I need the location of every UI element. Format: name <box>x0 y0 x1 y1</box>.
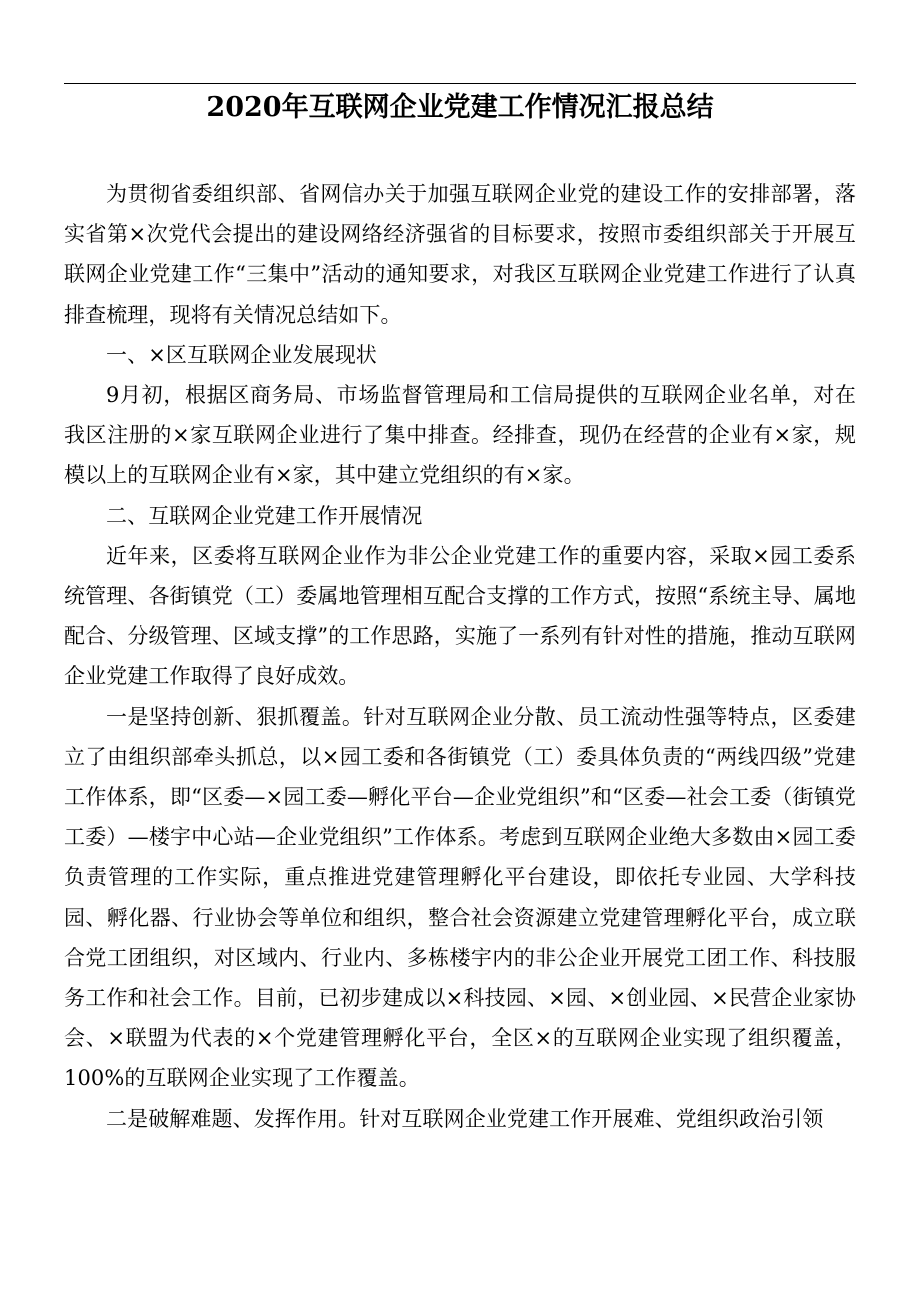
section-heading-1: 一、×区互联网企业发展现状 <box>106 342 377 367</box>
paragraph-point-1: 一是坚持创新、狠抓覆盖。针对互联网企业分散、员工流动性强等特点，区委建立了由组织部牵头抓总，以×园工委和各街镇党（工）委具体负责的“两线四级”党建工作体系，即“区委—×园工委—孵化平台—企业党组织”和“区委—社会工委（街镇党工委）—楼宇中心站—企业党组织”工作体系。考虑到互联网企业绝大多数由×园工委负责管理的工作实际，重点推进党建管理孵化平台建设，即依托专业园、大学科技园、孵化器、行业协会等单位和组织，整合社会资源建立党建管理孵化平台，成立联合党工团组织，对区域内、行业内、多栋楼宇内的非公企业开展党工团工作、科技服务工作和社会工作。目前，已初步建成以×科技园、×园、×创业园、×民营企业家协会、×联盟为代表的×个党建管理孵化平台，全区×的互联网企业实现了组织覆盖，100%的互联网企业实现了工作覆盖。 <box>64 704 856 1091</box>
document-title: 2020年互联网企业党建工作情况汇报总结 <box>206 92 714 123</box>
document-body <box>64 174 856 1139</box>
section-heading-2: 二、互联网企业党建工作开展情况 <box>106 503 423 528</box>
paragraph-overview: 近年来，区委将互联网企业作为非公企业党建工作的重要内容，采取×园工委系统管理、各街镇党（工）委属地管理相互配合支撑的工作方式，按照“系统主导、属地配合、分级管理、区域支撑”的工作思路，实施了一系列有针对性的措施，推动互联网企业党建工作取得了良好成效。 <box>64 543 856 689</box>
paragraph-intro: 为贯彻省委组织部、省网信办关于加强互联网企业党的建设工作的安排部署，落实省第×次党代会提出的建设网络经济强省的目标要求，按照市委组织部关于开展互联网企业党建工作“三集中”活动的通知要求，对我区互联网企业党建工作进行了认真排查梳理，现将有关情况总结如下。 <box>64 182 856 327</box>
paragraph-status: 9月初，根据区商务局、市场监督管理局和工信局提供的互联网企业名单，对在我区注册的×家互联网企业进行了集中排查。经排查，现仍在经营的企业有×家，规模以上的互联网企业有×家，其中建立党组织的有×家。 <box>64 383 856 488</box>
paragraph-point-2: 二是破解难题、发挥作用。针对互联网企业党建工作开展难、党组织政治引领 <box>106 1106 824 1131</box>
header-rule <box>64 83 856 84</box>
